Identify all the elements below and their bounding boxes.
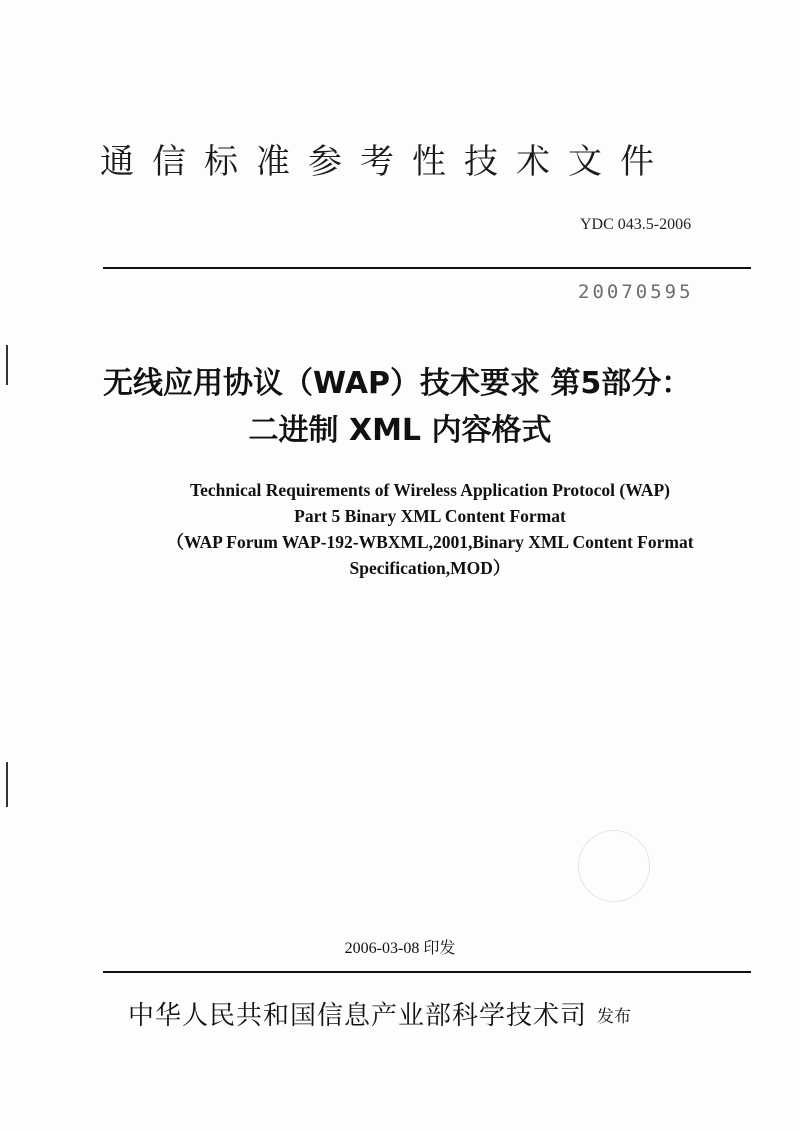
header-divider xyxy=(103,267,751,269)
publisher-line xyxy=(128,995,631,1032)
english-title-line: Specification,MOD） xyxy=(349,558,511,578)
scan-edge-mark xyxy=(6,762,8,807)
chinese-title-line-2: 二进制 XML 内容格式 xyxy=(248,413,552,448)
issue-date: 2006-03-08 印发 xyxy=(344,940,456,957)
english-title-line: （WAP Forum WAP-192-WBXML,2001,Binary XML Content Format xyxy=(166,532,694,552)
publisher-name: 中华人民共和国信息产业部科学技术司 xyxy=(128,1001,588,1031)
publish-label: 发布 xyxy=(597,1007,632,1027)
document-number: YDC 043.5-2006 xyxy=(580,216,692,233)
chinese-title-line-1: 无线应用协议（WAP）技术要求 第5部分： xyxy=(103,366,692,401)
footer-divider xyxy=(103,971,751,973)
document-type-title: 通信标准参考性技术文件 xyxy=(100,142,672,182)
faint-seal-stamp xyxy=(578,830,650,902)
english-title-line: Technical Requirements of Wireless Application Protocol (WAP) xyxy=(190,480,670,500)
scan-edge-mark xyxy=(6,345,8,385)
english-title-line: Part 5 Binary XML Content Format xyxy=(294,506,566,526)
english-title xyxy=(110,477,750,581)
stamp-number: 20070595 xyxy=(578,281,694,303)
